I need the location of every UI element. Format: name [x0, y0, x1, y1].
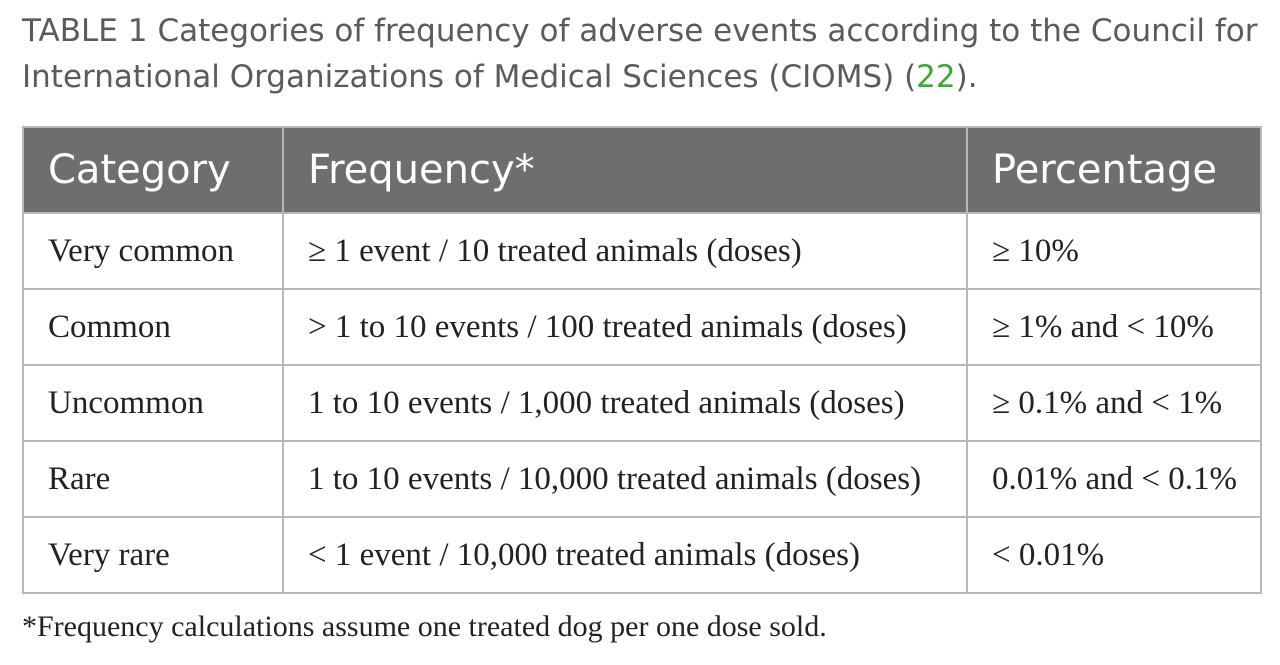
header-percentage: Percentage [967, 127, 1261, 213]
table-row [23, 213, 1261, 289]
cell-frequency: < 1 event / 10,000 treated animals (doses) [283, 517, 967, 593]
header-frequency: Frequency* [283, 127, 967, 213]
cell-category: Uncommon [23, 365, 283, 441]
frequency-table [22, 126, 1262, 594]
cell-category: Common [23, 289, 283, 365]
caption-text: Categories of frequency of adverse events according to the Council for International Organizations of Medical Sciences (CIOMS) ( [22, 13, 1258, 95]
cell-frequency: 1 to 10 events / 10,000 treated animals (doses) [283, 441, 967, 517]
caption-end: ). [955, 59, 978, 95]
cell-percentage: ≥ 0.1% and < 1% [967, 365, 1261, 441]
header-category: Category [23, 127, 283, 213]
table-label: TABLE 1 [22, 13, 148, 49]
cell-frequency: > 1 to 10 events / 100 treated animals (doses) [283, 289, 967, 365]
cell-category: Very common [23, 213, 283, 289]
cell-percentage: ≥ 10% [967, 213, 1261, 289]
cell-frequency: 1 to 10 events / 1,000 treated animals (doses) [283, 365, 967, 441]
table-row [23, 517, 1261, 593]
cell-category: Very rare [23, 517, 283, 593]
cell-frequency: ≥ 1 event / 10 treated animals (doses) [283, 213, 967, 289]
cell-percentage: 0.01% and < 0.1% [967, 441, 1261, 517]
cell-percentage: < 0.01% [967, 517, 1261, 593]
table-row [23, 441, 1261, 517]
reference-link[interactable]: 22 [916, 59, 956, 95]
table-row [23, 289, 1261, 365]
table-row [23, 365, 1261, 441]
table-footnote: *Frequency calculations assume one treated dog per one dose sold. [22, 610, 827, 643]
cell-percentage: ≥ 1% and < 10% [967, 289, 1261, 365]
cell-category: Rare [23, 441, 283, 517]
table-header-row [23, 127, 1261, 213]
table-caption [22, 8, 1262, 100]
